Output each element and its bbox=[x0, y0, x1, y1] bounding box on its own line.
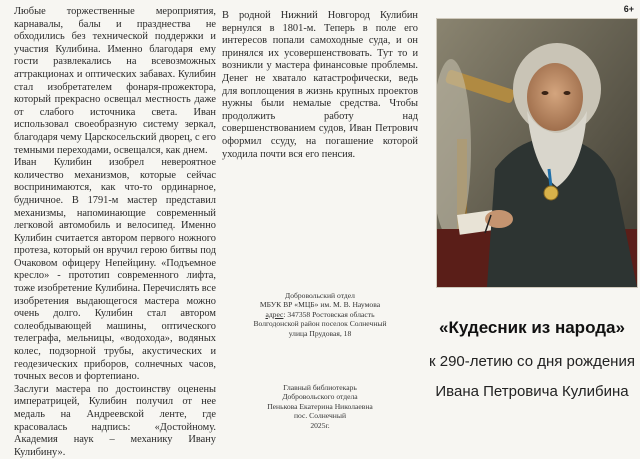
brochure-subtitle-anniversary: к 290-летию со дня рождения bbox=[429, 353, 635, 370]
article-column-middle bbox=[222, 10, 418, 161]
portrait-illustration bbox=[437, 19, 637, 287]
imprint-line: МБУК ВР «МЦБ» им. М. В. Наумова bbox=[259, 300, 381, 310]
brochure-title: «Кудесник из народа» bbox=[439, 318, 625, 337]
imprint-address bbox=[222, 310, 418, 319]
article-text-middle bbox=[222, 10, 418, 161]
paragraph-inventions: Иван Кулибин изобрел невероятное количество механизмов, которые сейчас воспринимаются, как что-то ординарное, будничное. В 1791-м мастер представил механизмы, напоминающие современный легковой автомобиль и велосипед. Именно Кулибин считается автором первого ножного протеза, который он вручил герою битвы под Очаковом офицеру Непейцину. «Подъемное кресло» - прототип современного лифта, тоже изобретение Кулибина. Перечислять все изобретения выдающегося мастера можно очень долго. Кулибин стал автором солеобдывающей машины, оптического телеграфа, мельницы, «водохода», водяных колес, подзорной трубы, акустических и геодезических приборов, солнечных часов, точных весов и фортепиано. bbox=[14, 157, 216, 383]
paragraph-medal: Заслуги мастера по достоинству оценены императрицей, Кулибин получил от нее медаль на Андреевской ленте, где красовалась надпись: «Достойному. Академия наук – механику Ивану Кулибину». bbox=[14, 383, 216, 458]
imprint-line: Добровольский отдел bbox=[285, 291, 355, 300]
article-text-left bbox=[14, 6, 216, 459]
author-credit-block bbox=[222, 383, 418, 430]
imprint-line: 2025г. bbox=[310, 420, 330, 430]
age-rating-badge: 6+ bbox=[623, 4, 634, 14]
paragraph-return-home: В родной Нижний Новгород Кулибин вернулся в 1801-м. Теперь в поле его интересов попали самоходные суда, и он принялся их усовершенствовать. Тут то и возникли у мастера финансовые проблемы. Денег не хватало катастрофически, ведь для воплощения в жизнь крупных проектов нужны были немалые средства. Чтобы продолжить работу над совершенствованием судов, Иван Петрович оформил ссуду, на погашение которой уходила почти вся его пенсия. bbox=[222, 10, 418, 160]
imprint-line: пос. Солнечный bbox=[293, 411, 347, 421]
paragraph-festivities: Любые торжественные мероприятия, карнавалы, балы и празднества не обходились без технической поддержки и участия Кулибина. Именно благодаря ему гости развлекались на всевозможных аттракционах и оптических забавах. Кулибин стал изобретателем фонаря-прожектора, который прекрасно освещал местность даже от слабого источника света. Иван использовал своеобразную систему зеркал, благодаря чему Царскосельский дворец, с его темными переходами, освещался, как днем. bbox=[14, 6, 216, 156]
address-label: адрес bbox=[265, 309, 284, 319]
article-column-left bbox=[14, 6, 216, 459]
imprint-line: Добровольского отдела bbox=[282, 392, 358, 402]
address-text: : 347358 Ростовская область bbox=[283, 309, 375, 319]
cover-panel bbox=[424, 0, 640, 452]
imprint-line: улица Прудовая, 18 bbox=[288, 328, 352, 338]
imprint-line: Пенькова Екатерина Николаевна bbox=[267, 401, 373, 411]
library-address-block bbox=[222, 291, 418, 338]
imprint-line: Волгодонской район поселок Солнечный bbox=[253, 319, 387, 329]
portrait-image bbox=[436, 18, 638, 288]
imprint-line: Главный библиотекарь bbox=[283, 383, 357, 392]
brochure-subtitle-name: Ивана Петровича Кулибина bbox=[435, 383, 629, 400]
